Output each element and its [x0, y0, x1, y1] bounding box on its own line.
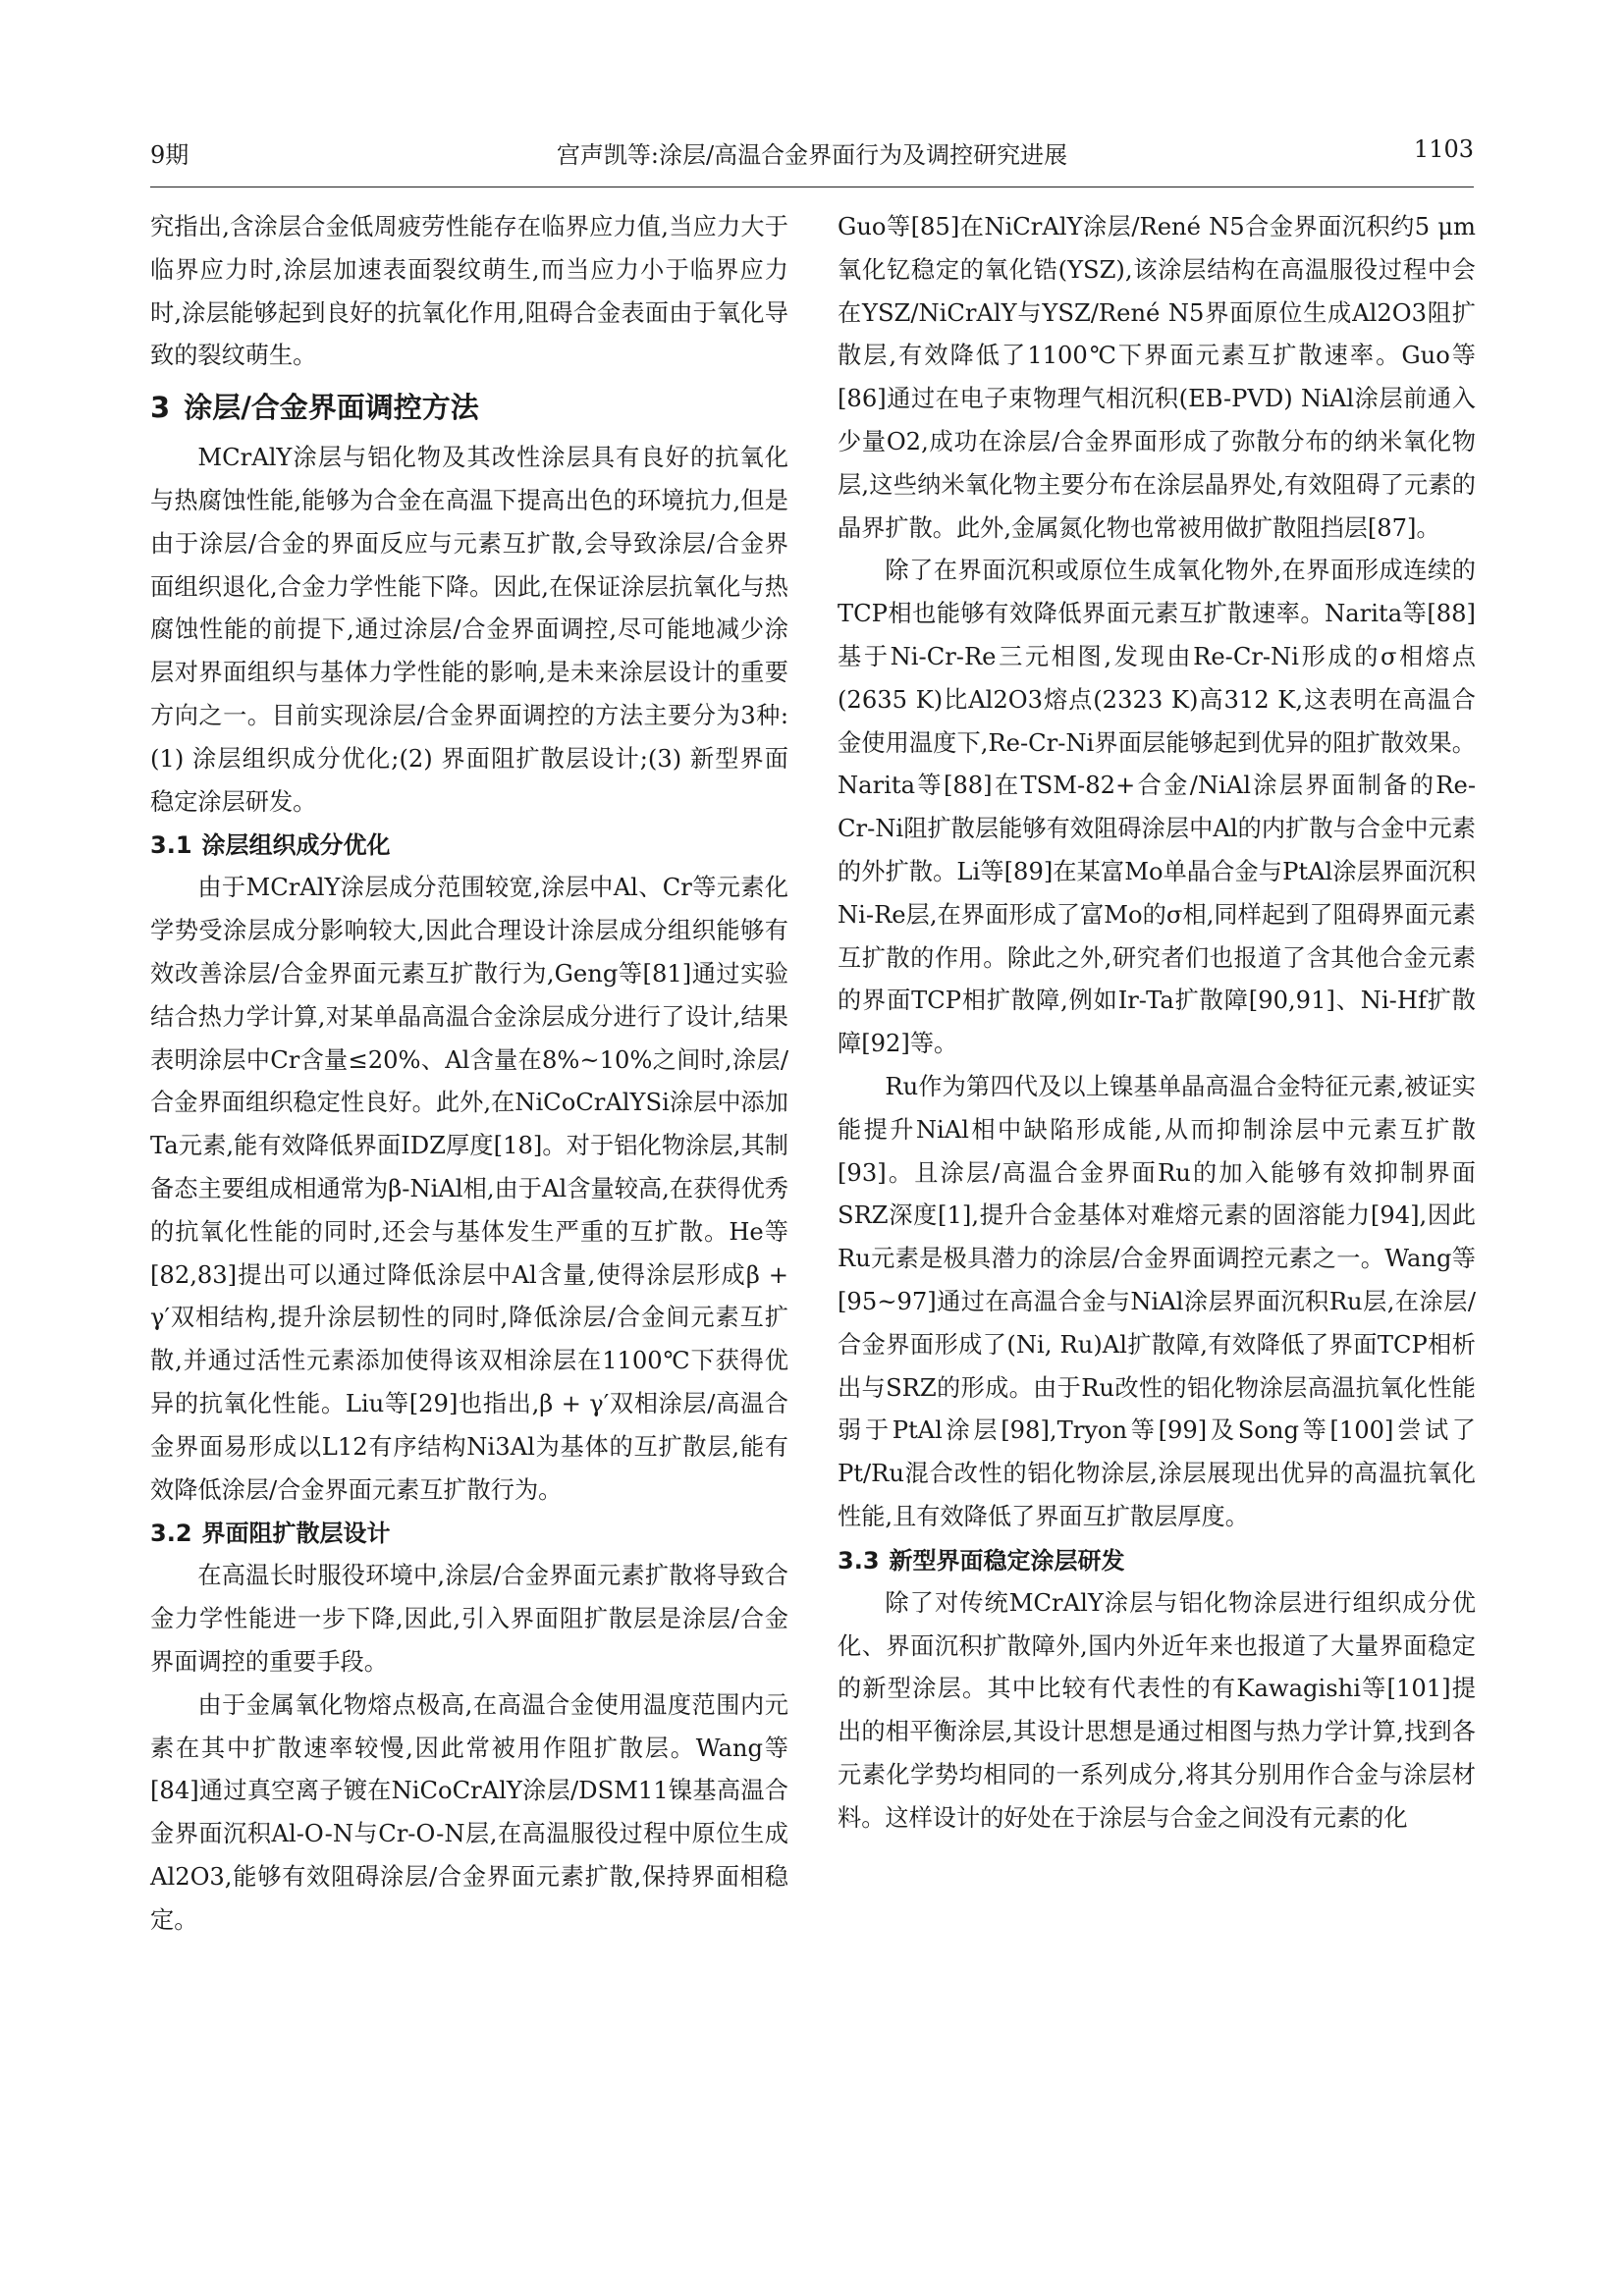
paragraph-continued: 究指出,含涂层合金低周疲劳性能存在临界应力值,当应力大于临界应力时,涂层加速表面裂纹萌生,而当应力小于临界应力时,涂层能够起到良好的抗氧化作用,阻碍合金表面由于氧化导致的裂纹萌生。 [150, 213, 788, 370]
subsection-number: 3.2 [150, 1520, 192, 1548]
subsection-title: 新型界面稳定涂层研发 [889, 1546, 1125, 1575]
left-column [150, 206, 788, 1942]
page-number: 1103 [1413, 135, 1474, 163]
subsection-number: 3.1 [150, 831, 192, 860]
right-column [838, 206, 1476, 1840]
paragraph-ru: Ru作为第四代及以上镍基单晶高温合金特征元素,被证实能提升NiAl相中缺陷形成能,从而抑制涂层中元素互扩散[93]。且涂层/高温合金界面Ru的加入能够有效抑制界面SRZ深度[1],提升合金基体对难熔元素的固溶能力[94],因此Ru元素是极具潜力的涂层/合金界面调控元素之一。Wang等[95~97]通过在高温合金与NiAl涂层界面沉积Ru层,在涂层/合金界面形成了(Ni, Ru)Al扩散障,有效降低了界面TCP相析出与SRZ的形成。由于Ru改性的铝化物涂层高温抗氧化性能弱于PtAl涂层[98],Tryon等[99]及Song等[100]尝试了Pt/Ru混合改性的铝化物涂层,涂层展现出优异的高温抗氧化性能,且有效降低了界面互扩散层厚度。 [838, 1072, 1476, 1530]
section-number: 3 [150, 391, 171, 425]
section-3-intro: MCrAlY涂层与铝化物及其改性涂层具有良好的抗氧化与热腐蚀性能,能够为合金在高温下提高出色的环境抗力,但是由于涂层/合金的界面反应与元素互扩散,会导致涂层/合金界面组织退化,合金力学性能下降。因此,在保证涂层抗氧化与热腐蚀性能的前提下,通过涂层/合金界面调控,尽可能地减少涂层对界面组织与基体力学性能的影响,是未来涂层设计的重要方向之一。目前实现涂层/合金界面调控的方法主要分为3种:(1) 涂层组织成分优化;(2) 界面阻扩散层设计;(3) 新型界面稳定涂层研发。 [150, 444, 788, 816]
subsection-number: 3.3 [838, 1546, 880, 1575]
running-head [150, 135, 1474, 175]
paragraph-guo: Guo等[85]在NiCrAlY涂层/René N5合金界面沉积约5 μm氧化钇稳定的氧化锆(YSZ),该涂层结构在高温服役过程中会在YSZ/NiCrAlY与YSZ/René N5界面原位生成Al2O3阻扩散层,有效降低了1100℃下界面元素互扩散速率。Guo等[86]通过在电子束物理气相沉积(EB-PVD) NiAl涂层前通入少量O2,成功在涂层/合金界面形成了弥散分布的纳米氧化物层,这些纳米氧化物主要分布在涂层晶界处,有效阻碍了元素的晶界扩散。此外,金属氮化物也常被用做扩散阻挡层[87]。 [838, 213, 1476, 542]
paragraph-tcp: 除了在界面沉积或原位生成氧化物外,在界面形成连续的TCP相也能够有效降低界面元素互扩散速率。Narita等[88]基于Ni-Cr-Re三元相图,发现由Re-Cr-Ni形成的σ相熔点(2635 K)比Al2O3熔点(2323 K)高312 K,这表明在高温合金使用温度下,Re-Cr-Ni界面层能够起到优异的阻扩散效果。Narita等[88]在TSM-82+合金/NiAl涂层界面制备的Re-Cr-Ni阻扩散层能够有效阻碍涂层中Al的内扩散与合金中元素的外扩散。Li等[89]在某富Mo单晶合金与PtAl涂层界面沉积Ni-Re层,在界面形成了富Mo的σ相,同样起到了阻碍界面元素互扩散的作用。除此之外,研究者们也报道了含其他合金元素的界面TCP相扩散障,例如Ir-Ta扩散障[90,91]、Ni-Hf扩散障[92]等。 [838, 557, 1476, 1058]
subsection-title: 界面阻扩散层设计 [201, 1520, 391, 1548]
issue-number: 9期 [150, 141, 189, 169]
section-3-heading [150, 386, 788, 429]
section-3-1-paragraph: 由于MCrAlY涂层成分范围较宽,涂层中Al、Cr等元素化学势受涂层成分影响较大,因此合理设计涂层成分组织能够有效改善涂层/合金界面元素互扩散行为,Geng等[81]通过实验结合热力学计算,对某单晶高温合金涂层成分进行了设计,结果表明涂层中Cr含量≤20%、Al含量在8%~10%之间时,涂层/合金界面组织稳定性良好。此外,在NiCoCrAlYSi涂层中添加Ta元素,能有效降低界面IDZ厚度[18]。对于铝化物涂层,其制备态主要组成相通常为β-NiAl相,由于Al含量较高,在获得优秀的抗氧化性能的同时,还会与基体发生严重的互扩散。He等[82,83]提出可以通过降低涂层中Al含量,使得涂层形成β + γ′双相结构,提升涂层韧性的同时,降低涂层/合金间元素互扩散,并通过活性元素添加使得该双相涂层在1100℃下获得优异的抗氧化性能。Liu等[29]也指出,β + γ′双相涂层/高温合金界面易形成以L12有序结构Ni3Al为基体的互扩散层,能有效降低涂层/合金界面元素互扩散行为。 [150, 874, 788, 1504]
section-3-2-paragraph-2: 由于金属氧化物熔点极高,在高温合金使用温度范围内元素在其中扩散速率较慢,因此常被用作阻扩散层。Wang等[84]通过真空离子镀在NiCoCrAlY涂层/DSM11镍基高温合金界面沉积Al-O-N与Cr-O-N层,在高温服役过程中原位生成Al2O3,能够有效阻碍涂层/合金界面元素扩散,保持界面相稳定。 [150, 1690, 788, 1934]
section-3-3-heading [838, 1539, 1476, 1582]
subsection-title: 涂层组织成分优化 [201, 831, 391, 860]
section-3-2-heading [150, 1512, 788, 1555]
section-3-1-heading [150, 824, 788, 867]
running-title: 宫声凯等:涂层/高温合金界面行为及调控研究进展 [556, 141, 1068, 169]
section-3-3-paragraph: 除了对传统MCrAlY涂层与铝化物涂层进行组织成分优化、界面沉积扩散障外,国内外近年来也报道了大量界面稳定的新型涂层。其中比较有代表性的有Kawagishi等[101]提出的相平衡涂层,其设计思想是通过相图与热力学计算,找到各元素化学势均相同的一系列成分,将其分别用作合金与涂层材料。这样设计的好处在于涂层与合金之间没有元素的化 [838, 1588, 1476, 1832]
section-title: 涂层/合金界面调控方法 [184, 391, 479, 425]
section-3-2-paragraph-1: 在高温长时服役环境中,涂层/合金界面元素扩散将导致合金力学性能进一步下降,因此,引入界面阻扩散层是涂层/合金界面调控的重要手段。 [150, 1562, 788, 1676]
